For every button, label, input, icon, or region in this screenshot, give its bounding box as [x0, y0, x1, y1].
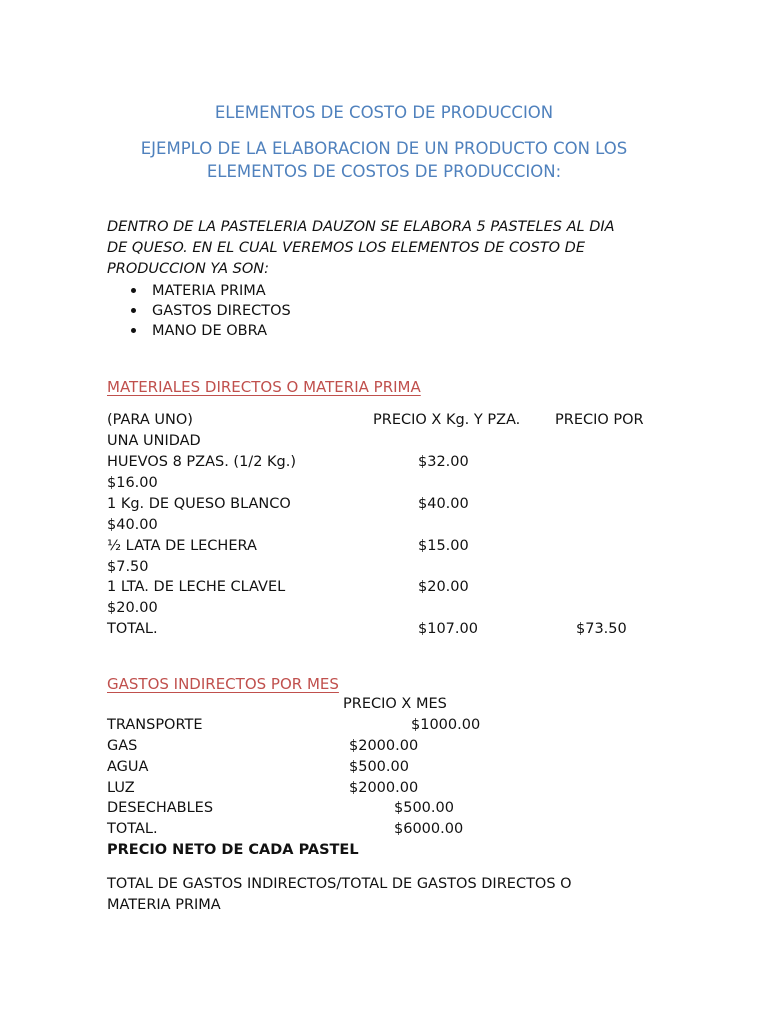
indirect-row-item: DESECHABLES [107, 800, 214, 816]
formula-line-1: TOTAL DE GASTOS INDIRECTOS/TOTAL DE GASTOS DIRECTOS O [107, 876, 572, 892]
materials-heading: MATERIALES DIRECTOS O MATERIA PRIMA [107, 378, 421, 396]
bullet-item: MANO DE OBRA [152, 323, 268, 339]
material-row-unit: $20.00 [107, 600, 158, 616]
formula-line-2: MATERIA PRIMA [107, 897, 221, 913]
document-subtitle-line-2: ELEMENTOS DE COSTOS DE PRODUCCION: [206, 162, 562, 181]
indirect-total-label: TOTAL. [107, 821, 158, 837]
bullet-item: GASTOS DIRECTOS [152, 303, 291, 319]
indirect-heading: GASTOS INDIRECTOS POR MES [107, 675, 339, 693]
materials-total-label: TOTAL. [107, 621, 158, 637]
materials-total-unit: $73.50 [576, 621, 627, 637]
indirect-row-item: AGUA [107, 759, 149, 775]
indirect-row-price: $1000.00 [411, 717, 481, 733]
material-row-unit: $7.50 [107, 559, 149, 575]
material-row-price: $32.00 [418, 454, 469, 470]
indirect-row-item: LUZ [107, 780, 135, 796]
material-row-item: 1 Kg. DE QUESO BLANCO [107, 496, 291, 512]
materials-header-unit-cont: UNA UNIDAD [107, 433, 201, 449]
materials-total-price: $107.00 [418, 621, 478, 637]
intro-line-2: DE QUESO. EN EL CUAL VEREMOS LOS ELEMENTOS DE COSTO DE [107, 240, 585, 256]
indirect-row-price: $2000.00 [349, 738, 419, 754]
bullet-item: MATERIA PRIMA [152, 283, 266, 299]
document-title: ELEMENTOS DE COSTO DE PRODUCCION [214, 103, 554, 122]
indirect-header-price: PRECIO X MES [343, 696, 447, 712]
indirect-row-price: $500.00 [349, 759, 409, 775]
materials-header-price: PRECIO X Kg. Y PZA. [373, 412, 521, 428]
bullet-dot [131, 328, 136, 333]
indirect-row-item: GAS [107, 738, 138, 754]
material-row-item: 1 LTA. DE LECHE CLAVEL [107, 579, 286, 595]
material-row-item: ½ LATA DE LECHERA [107, 538, 257, 554]
material-row-unit: $16.00 [107, 475, 158, 491]
materials-header-unit: PRECIO POR [555, 412, 644, 428]
indirect-row-item: TRANSPORTE [107, 717, 203, 733]
material-row-unit: $40.00 [107, 517, 158, 533]
material-row-price: $20.00 [418, 579, 469, 595]
document-subtitle-line-1: EJEMPLO DE LA ELABORACION DE UN PRODUCTO CON LOS [140, 139, 628, 158]
indirect-row-price: $500.00 [394, 800, 454, 816]
material-row-price: $40.00 [418, 496, 469, 512]
intro-line-3: PRODUCCION YA SON: [107, 261, 270, 277]
bullet-dot [131, 308, 136, 313]
indirect-total-price: $6000.00 [394, 821, 464, 837]
materials-header-item: (PARA UNO) [107, 412, 193, 428]
material-row-price: $15.00 [418, 538, 469, 554]
indirect-row-price: $2000.00 [349, 780, 419, 796]
material-row-item: HUEVOS 8 PZAS. (1/2 Kg.) [107, 454, 297, 470]
intro-line-1: DENTRO DE LA PASTELERIA DAUZON SE ELABORA 5 PASTELES AL DIA [107, 219, 615, 235]
net-price-heading: PRECIO NETO DE CADA PASTEL [107, 842, 359, 858]
bullet-dot [131, 288, 136, 293]
